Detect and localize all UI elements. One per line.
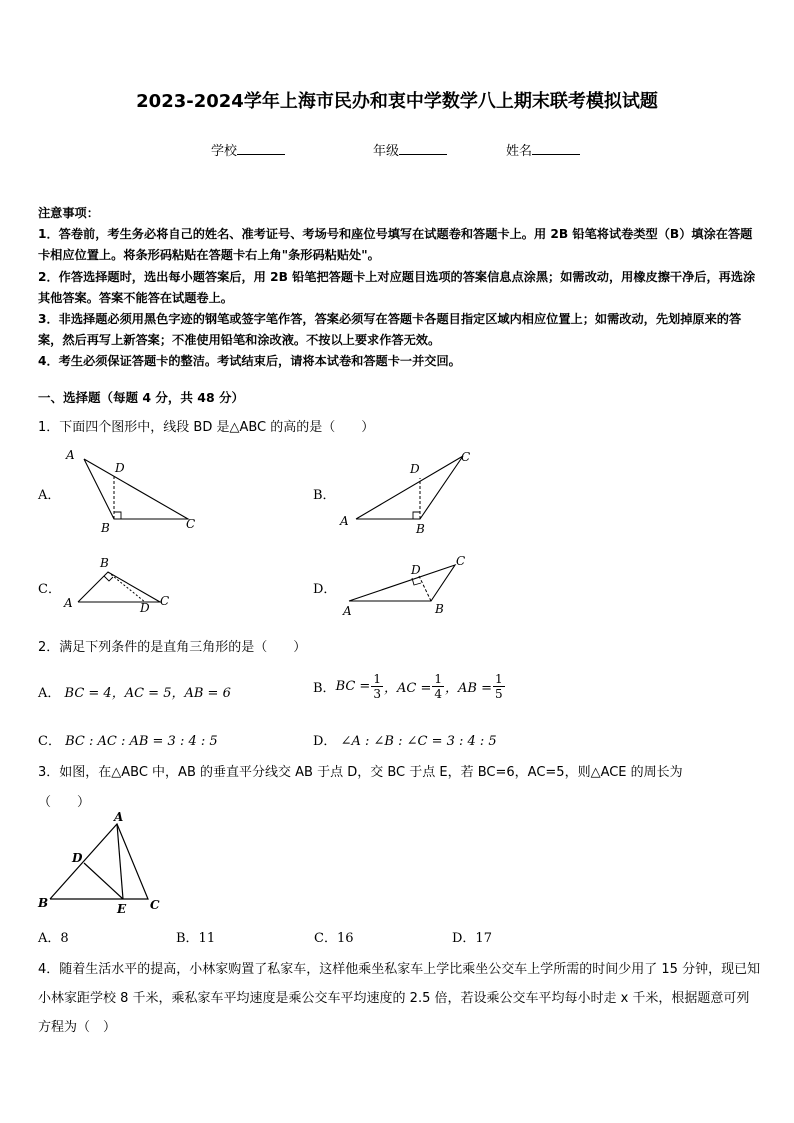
q1a-right-angle xyxy=(114,512,121,519)
grade-field xyxy=(373,140,447,159)
q2-b-frac1 xyxy=(371,672,383,701)
q2-stem: 2．满足下列条件的是直角三角形的是（ ） xyxy=(38,640,307,655)
q1-figure-d xyxy=(335,550,485,620)
q1c-label-b: B xyxy=(100,556,109,570)
q1c-label-d: D xyxy=(140,601,150,615)
notes-heading: 注意事项： xyxy=(38,206,99,220)
q2-b-frac2-num: 1 xyxy=(434,672,442,686)
q1a-triangle xyxy=(84,459,188,519)
q3-figure xyxy=(34,812,174,920)
q2-c-expr: BC : AC : AB = 3 : 4 : 5 xyxy=(65,734,218,749)
section-heading: 一、选择题（每题 4 分，共 48 分） xyxy=(38,390,245,405)
q1b-label-a: A xyxy=(340,514,349,528)
q3-option-b: B．11 xyxy=(176,931,216,946)
q1a-label-b: B xyxy=(101,521,110,535)
q1d-height-bd xyxy=(419,576,431,601)
school-blank xyxy=(237,142,285,155)
q2-b-frac3 xyxy=(493,672,505,701)
name-label: 姓名 xyxy=(506,144,533,159)
name-blank xyxy=(532,142,580,155)
q1-option-b-label: B． xyxy=(313,488,336,503)
q1-option-c-label: C． xyxy=(38,582,61,597)
q3-label-e: E xyxy=(117,902,127,916)
notes-block xyxy=(38,203,760,373)
note-item-4: 4．考生必须保证答题卡的整洁。考试结束后，请将本试卷和答题卡一并交回。 xyxy=(38,354,461,369)
note-item-3: 3．非选择题必须用黑色字迹的钢笔或签字笔作答，答案必须写在答题卡各题目指定区域内相应位置上；如需改动，先划掉原来的答案，然后再写上新答案；不准使用铅笔和涂改液。不按以上要求作答无效。 xyxy=(38,312,742,348)
q2-b-bc: BC = xyxy=(335,679,371,694)
q3-label-b: B xyxy=(38,896,49,910)
q2-b-label: B． xyxy=(313,681,336,696)
q4-stem: 4．随着生活水平的提高，小林家购置了私家车，这样他乘坐私家车上学比乘坐公交车上学所需的时间少用了 15 分钟，现已知小林家距学校 8 千米，乘私家车平均速度是乘公交车平均速度的 2.5 倍，若设乘公交车平均每小时走 x 千米，根据题意可列方程为（ ） xyxy=(38,962,761,1035)
q3-label-a: A xyxy=(114,812,124,824)
q3-paren: （ ） xyxy=(38,795,91,810)
page-title: 2023-2024学年上海市民办和衷中学数学八上期末联考模拟试题 xyxy=(136,91,658,112)
q2-d-label: D． xyxy=(313,734,337,749)
q2-b-ac: ，AC = xyxy=(383,681,432,696)
q1a-label-c: C xyxy=(186,517,196,531)
q1-figure-c xyxy=(60,555,190,615)
q2-option-a xyxy=(38,682,231,701)
q1-figure-a xyxy=(60,445,210,535)
q2-b-frac2 xyxy=(432,672,444,701)
q1a-label-a: A xyxy=(66,448,75,462)
note-item-2: 2．作答选择题时，选出每小题答案后，用 2B 铅笔把答题卡上对应题目选项的答案信息点涂黑；如需改动，用橡皮擦干净后，再选涂其他答案。答案不能答在试题卷上。 xyxy=(38,269,756,305)
q1b-right-angle xyxy=(413,512,420,519)
q3-label-d: D xyxy=(72,851,83,865)
q1c-right-angle xyxy=(104,576,113,581)
q2-c-label: C． xyxy=(38,734,61,749)
q2-option-d xyxy=(313,730,497,749)
q1d-label-a: A xyxy=(343,604,352,618)
q2-b-frac1-den: 3 xyxy=(373,687,381,701)
q1b-label-b: B xyxy=(416,522,425,536)
q1c-triangle xyxy=(78,572,160,602)
q1d-label-c: C xyxy=(456,554,466,568)
q3-option-c: C．16 xyxy=(314,931,354,946)
q1d-label-d: D xyxy=(411,563,421,577)
q1-option-a-label: A． xyxy=(38,488,61,503)
grade-blank xyxy=(399,142,447,155)
q1b-label-c: C xyxy=(461,450,471,464)
q1c-segment-bd xyxy=(108,572,145,602)
q1d-label-b: B xyxy=(435,602,444,616)
q3-option-d: D．17 xyxy=(452,931,492,946)
q3-option-a: A．8 xyxy=(38,931,69,946)
q3-stem: 3．如图，在△ABC 中，AB 的垂直平分线交 AB 于点 D，交 BC 于点 E，若 BC=6，AC=5，则△ACE 的周长为 xyxy=(38,765,683,780)
q1-option-d-label: D． xyxy=(313,582,337,597)
q1d-triangle xyxy=(349,565,455,601)
q2-b-ab: ，AB = xyxy=(445,681,492,696)
q2-d-expr: ∠A : ∠B : ∠C = 3 : 4 : 5 xyxy=(340,734,497,749)
q2-b-frac1-num: 1 xyxy=(373,672,381,686)
q3-label-c: C xyxy=(150,898,160,912)
q1-figure-b xyxy=(335,445,485,540)
q2-option-b xyxy=(313,672,506,701)
q1a-label-d: D xyxy=(115,461,125,475)
q2-b-frac3-den: 5 xyxy=(494,687,503,701)
school-label: 学校 xyxy=(211,144,238,159)
grade-label: 年级 xyxy=(373,144,400,159)
q1-stem: 1．下面四个图形中，线段 BD 是△ABC 的高的是（ ） xyxy=(38,420,375,435)
q2-a-label: A． xyxy=(38,686,61,701)
school-field xyxy=(211,140,285,159)
q1b-label-d: D xyxy=(410,462,420,476)
q2-b-frac3-num: 1 xyxy=(494,672,503,686)
q2-a-expr: BC = 4，AC = 5，AB = 6 xyxy=(64,686,231,701)
name-field xyxy=(506,140,580,159)
q3-segment-de xyxy=(84,863,123,899)
q1c-label-c: C xyxy=(160,594,170,608)
q1c-label-a: A xyxy=(64,596,73,610)
note-item-1: 1．答卷前，考生务必将自己的姓名、准考证号、考场号和座位号填写在试题卷和答题卡上。用 2B 铅笔将试卷类型（B）填涂在答题卡相应位置上。将条形码粘贴在答题卡右上角"条形码粘贴处"。 xyxy=(38,227,753,263)
q2-option-c xyxy=(38,730,218,749)
q2-b-frac2-den: 4 xyxy=(434,687,442,701)
q3-triangle xyxy=(50,824,148,899)
